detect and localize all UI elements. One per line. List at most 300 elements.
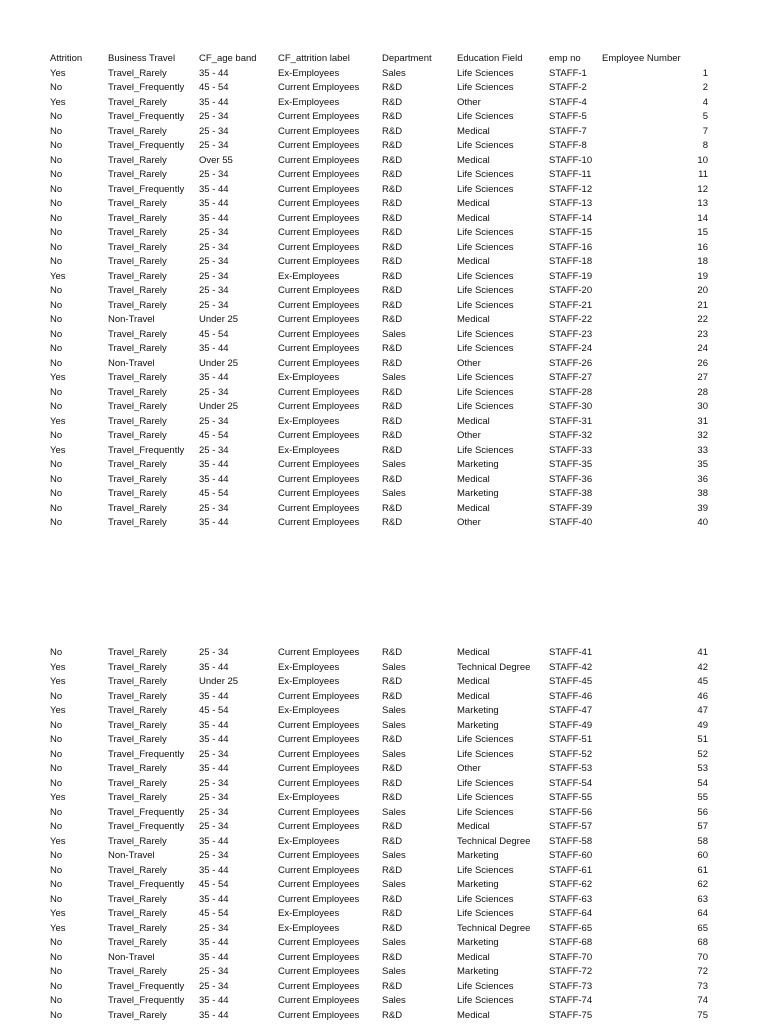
cell-business-travel: Travel_Rarely (108, 415, 167, 427)
cell-age-band: 25 - 34 (199, 792, 229, 803)
cell-attrition: No (50, 893, 63, 905)
cell-age-band: Under 25 (199, 357, 239, 369)
cell-age-band: 35 - 44 (199, 763, 229, 774)
table-row (0, 139, 768, 154)
cell-department: R&D (382, 386, 403, 398)
cell-emp-no: STAFF-75 (549, 1009, 593, 1021)
cell-education-field: Other (457, 357, 481, 369)
cell-department: R&D (382, 357, 403, 369)
cell-attrition: No (50, 459, 63, 470)
cell-business-travel: Travel_Rarely (108, 690, 167, 702)
cell-attrition-label: Ex-Employees (278, 908, 340, 919)
header-department: Department (382, 53, 432, 64)
cell-emp-no: STAFF-21 (549, 299, 593, 311)
cell-attrition-label: Current Employees (278, 111, 360, 122)
cell-attrition-label: Current Employees (278, 966, 360, 977)
cell-employee-number: 19 (697, 270, 708, 282)
cell-age-band: 25 - 34 (199, 806, 229, 818)
table-row (0, 67, 768, 82)
cell-emp-no: STAFF-40 (549, 517, 593, 528)
cell-education-field: Marketing (457, 719, 499, 731)
cell-education-field: Life Sciences (457, 980, 514, 992)
cell-attrition: No (50, 719, 63, 731)
cell-age-band: 25 - 34 (199, 111, 229, 122)
cell-attrition: Yes (50, 705, 66, 716)
cell-department: Sales (382, 705, 406, 716)
cell-department: Sales (382, 966, 406, 977)
cell-age-band: 25 - 34 (199, 821, 229, 832)
cell-attrition-label: Current Employees (278, 690, 360, 702)
cell-age-band: 35 - 44 (199, 372, 229, 383)
cell-department: R&D (382, 183, 403, 195)
cell-department: Sales (382, 748, 406, 760)
cell-emp-no: STAFF-33 (549, 444, 593, 456)
cell-attrition: No (50, 951, 63, 963)
cell-age-band: 35 - 44 (199, 719, 229, 731)
cell-attrition: Yes (50, 444, 66, 456)
cell-attrition: No (50, 777, 63, 789)
cell-emp-no: STAFF-23 (549, 328, 593, 340)
cell-attrition: Yes (50, 908, 66, 919)
cell-attrition-label: Current Employees (278, 517, 360, 528)
cell-attrition: No (50, 314, 63, 325)
cell-education-field: Medical (457, 256, 490, 267)
cell-department: R&D (382, 792, 403, 803)
cell-business-travel: Travel_Rarely (108, 908, 167, 919)
cell-emp-no: STAFF-39 (549, 502, 593, 514)
table-row (0, 241, 768, 256)
cell-employee-number: 39 (697, 502, 708, 514)
cell-education-field: Life Sciences (457, 227, 514, 238)
cell-employee-number: 68 (697, 937, 708, 948)
cell-business-travel: Travel_Rarely (108, 328, 167, 340)
cell-education-field: Medical (457, 314, 490, 325)
cell-education-field: Life Sciences (457, 748, 514, 760)
cell-emp-no: STAFF-2 (549, 82, 587, 93)
cell-employee-number: 53 (697, 763, 708, 774)
cell-age-band: Under 25 (199, 676, 239, 687)
cell-education-field: Life Sciences (457, 270, 514, 282)
table-row (0, 516, 768, 531)
cell-business-travel: Travel_Rarely (108, 343, 167, 354)
cell-education-field: Marketing (457, 459, 499, 470)
cell-emp-no: STAFF-10 (549, 154, 593, 166)
cell-emp-no: STAFF-65 (549, 922, 593, 934)
cell-attrition-label: Current Employees (278, 459, 360, 470)
cell-attrition-label: Current Employees (278, 212, 360, 224)
table-row (0, 313, 768, 328)
cell-emp-no: STAFF-54 (549, 777, 593, 789)
cell-emp-no: STAFF-62 (549, 879, 593, 890)
cell-attrition: No (50, 256, 63, 267)
cell-attrition: No (50, 806, 63, 818)
table-row (0, 473, 768, 488)
cell-education-field: Life Sciences (457, 806, 514, 818)
table-row (0, 835, 768, 850)
table-row (0, 183, 768, 198)
cell-business-travel: Travel_Rarely (108, 488, 167, 499)
cell-age-band: 45 - 54 (199, 488, 229, 499)
cell-department: R&D (382, 777, 403, 789)
cell-business-travel: Travel_Rarely (108, 212, 167, 224)
table-row (0, 502, 768, 517)
cell-education-field: Life Sciences (457, 792, 514, 803)
cell-education-field: Marketing (457, 705, 499, 716)
cell-business-travel: Travel_Rarely (108, 676, 167, 687)
cell-emp-no: STAFF-51 (549, 734, 593, 745)
table-row (0, 212, 768, 227)
table-row (0, 386, 768, 401)
table-row (0, 284, 768, 299)
cell-education-field: Life Sciences (457, 67, 514, 79)
header-age-band: CF_age band (199, 53, 257, 64)
cell-employee-number: 2 (702, 82, 708, 93)
cell-age-band: 35 - 44 (199, 96, 229, 108)
cell-attrition-label: Current Employees (278, 647, 360, 658)
cell-emp-no: STAFF-35 (549, 459, 593, 470)
cell-age-band: 25 - 34 (199, 285, 229, 296)
table-row (0, 719, 768, 734)
cell-department: R&D (382, 299, 403, 311)
cell-age-band: Under 25 (199, 401, 239, 412)
cell-employee-number: 52 (697, 748, 708, 760)
cell-education-field: Life Sciences (457, 777, 514, 789)
cell-education-field: Life Sciences (457, 169, 514, 180)
cell-attrition: No (50, 401, 63, 412)
cell-employee-number: 10 (697, 154, 708, 166)
cell-department: R&D (382, 227, 403, 238)
cell-education-field: Life Sciences (457, 328, 514, 340)
cell-education-field: Life Sciences (457, 82, 514, 93)
cell-age-band: 35 - 44 (199, 734, 229, 745)
cell-emp-no: STAFF-52 (549, 748, 593, 760)
cell-business-travel: Travel_Frequently (108, 806, 185, 818)
table-row (0, 371, 768, 386)
cell-age-band: 35 - 44 (199, 67, 229, 79)
table-row (0, 661, 768, 676)
cell-department: R&D (382, 125, 403, 137)
cell-attrition-label: Ex-Employees (278, 444, 340, 456)
cell-attrition: No (50, 647, 63, 658)
cell-department: R&D (382, 864, 403, 876)
cell-age-band: 35 - 44 (199, 473, 229, 485)
cell-attrition: No (50, 328, 63, 340)
cell-age-band: 25 - 34 (199, 647, 229, 658)
cell-attrition: No (50, 82, 63, 93)
cell-attrition: No (50, 212, 63, 224)
cell-education-field: Technical Degree (457, 922, 531, 934)
cell-business-travel: Travel_Rarely (108, 473, 167, 485)
cell-education-field: Life Sciences (457, 401, 514, 412)
cell-attrition-label: Ex-Employees (278, 67, 340, 79)
cell-business-travel: Travel_Rarely (108, 864, 167, 876)
cell-attrition-label: Current Employees (278, 241, 360, 253)
cell-attrition-label: Current Employees (278, 879, 360, 890)
cell-business-travel: Travel_Rarely (108, 792, 167, 803)
cell-employee-number: 18 (697, 256, 708, 267)
cell-department: R&D (382, 951, 403, 963)
cell-education-field: Medical (457, 154, 490, 166)
cell-department: R&D (382, 270, 403, 282)
cell-employee-number: 41 (697, 647, 708, 658)
cell-attrition-label: Current Employees (278, 314, 360, 325)
cell-department: R&D (382, 517, 403, 528)
cell-business-travel: Travel_Frequently (108, 821, 185, 832)
cell-attrition-label: Current Employees (278, 719, 360, 731)
header-business-travel: Business Travel (108, 53, 176, 64)
cell-employee-number: 46 (697, 690, 708, 702)
cell-employee-number: 33 (697, 444, 708, 456)
cell-department: R&D (382, 96, 403, 108)
cell-emp-no: STAFF-57 (549, 821, 593, 832)
cell-attrition: No (50, 879, 63, 890)
cell-education-field: Life Sciences (457, 734, 514, 745)
table-row (0, 791, 768, 806)
table-row (0, 357, 768, 372)
cell-business-travel: Travel_Rarely (108, 198, 167, 209)
cell-attrition-label: Ex-Employees (278, 676, 340, 687)
cell-education-field: Technical Degree (457, 661, 531, 673)
cell-attrition-label: Ex-Employees (278, 835, 340, 847)
cell-education-field: Medical (457, 198, 490, 209)
cell-attrition-label: Ex-Employees (278, 270, 340, 282)
cell-attrition: Yes (50, 922, 66, 934)
cell-age-band: 25 - 34 (199, 227, 229, 238)
cell-department: Sales (382, 937, 406, 948)
cell-age-band: Over 55 (199, 154, 233, 166)
table-row (0, 878, 768, 893)
cell-attrition: Yes (50, 96, 66, 108)
cell-attrition: Yes (50, 270, 66, 282)
cell-business-travel: Non-Travel (108, 951, 155, 963)
table-row (0, 168, 768, 183)
cell-attrition: No (50, 125, 63, 137)
cell-attrition-label: Current Employees (278, 82, 360, 93)
header-row (0, 52, 768, 67)
cell-department: Sales (382, 372, 406, 383)
cell-business-travel: Travel_Rarely (108, 937, 167, 948)
cell-attrition: No (50, 169, 63, 180)
cell-age-band: 35 - 44 (199, 661, 229, 673)
cell-department: Sales (382, 661, 406, 673)
table-row (0, 110, 768, 125)
cell-emp-no: STAFF-46 (549, 690, 593, 702)
table-row (0, 1009, 768, 1024)
cell-attrition-label: Current Employees (278, 183, 360, 195)
cell-age-band: 45 - 54 (199, 908, 229, 919)
table-row (0, 994, 768, 1009)
cell-department: R&D (382, 690, 403, 702)
cell-employee-number: 14 (697, 212, 708, 224)
cell-employee-number: 38 (697, 488, 708, 499)
cell-business-travel: Travel_Rarely (108, 154, 167, 166)
cell-business-travel: Travel_Rarely (108, 401, 167, 412)
cell-attrition: No (50, 734, 63, 745)
cell-department: R&D (382, 893, 403, 905)
cell-department: R&D (382, 198, 403, 209)
cell-attrition-label: Current Employees (278, 430, 360, 441)
cell-emp-no: STAFF-45 (549, 676, 593, 687)
table-row (0, 125, 768, 140)
cell-employee-number: 64 (697, 908, 708, 919)
cell-employee-number: 55 (697, 792, 708, 803)
table-row (0, 690, 768, 705)
cell-attrition: Yes (50, 661, 66, 673)
cell-education-field: Medical (457, 647, 490, 658)
table-row (0, 81, 768, 96)
cell-emp-no: STAFF-73 (549, 980, 593, 992)
table-row (0, 96, 768, 111)
cell-attrition: No (50, 430, 63, 441)
cell-department: Sales (382, 459, 406, 470)
cell-attrition-label: Current Employees (278, 299, 360, 311)
cell-age-band: 35 - 44 (199, 212, 229, 224)
cell-education-field: Medical (457, 502, 490, 514)
cell-employee-number: 12 (697, 183, 708, 195)
cell-business-travel: Travel_Rarely (108, 966, 167, 977)
cell-emp-no: STAFF-41 (549, 647, 593, 658)
cell-department: R&D (382, 154, 403, 166)
cell-age-band: 35 - 44 (199, 517, 229, 528)
cell-education-field: Medical (457, 473, 490, 485)
cell-emp-no: STAFF-26 (549, 357, 593, 369)
cell-employee-number: 11 (698, 169, 708, 180)
cell-emp-no: STAFF-36 (549, 473, 593, 485)
cell-attrition: No (50, 241, 63, 253)
cell-attrition-label: Ex-Employees (278, 96, 340, 108)
cell-department: R&D (382, 430, 403, 441)
cell-attrition-label: Current Employees (278, 125, 360, 137)
cell-business-travel: Travel_Rarely (108, 763, 167, 774)
cell-education-field: Medical (457, 690, 490, 702)
cell-attrition: No (50, 517, 63, 528)
cell-age-band: 25 - 34 (199, 241, 229, 253)
cell-age-band: 35 - 44 (199, 893, 229, 905)
cell-attrition: No (50, 1009, 63, 1021)
cell-attrition: No (50, 864, 63, 876)
cell-attrition: No (50, 386, 63, 398)
cell-business-travel: Travel_Rarely (108, 893, 167, 905)
cell-employee-number: 26 (697, 357, 708, 369)
cell-attrition: No (50, 937, 63, 948)
cell-employee-number: 65 (697, 922, 708, 934)
table-row (0, 328, 768, 343)
cell-attrition-label: Current Employees (278, 154, 360, 166)
cell-emp-no: STAFF-58 (549, 835, 593, 847)
cell-emp-no: STAFF-4 (549, 96, 587, 108)
cell-employee-number: 15 (697, 227, 708, 238)
cell-department: R&D (382, 647, 403, 658)
cell-attrition: No (50, 748, 63, 760)
header-employee-number: Employee Number (602, 53, 681, 64)
cell-attrition-label: Current Employees (278, 502, 360, 514)
table-row (0, 864, 768, 879)
cell-employee-number: 36 (697, 473, 708, 485)
cell-business-travel: Travel_Rarely (108, 227, 167, 238)
table-row (0, 675, 768, 690)
cell-education-field: Medical (457, 951, 490, 963)
cell-education-field: Other (457, 96, 481, 108)
cell-business-travel: Travel_Rarely (108, 734, 167, 745)
cell-emp-no: STAFF-27 (549, 372, 593, 383)
table-row (0, 849, 768, 864)
cell-attrition-label: Current Employees (278, 473, 360, 485)
cell-business-travel: Travel_Rarely (108, 256, 167, 267)
cell-attrition-label: Ex-Employees (278, 705, 340, 716)
table-row (0, 980, 768, 995)
cell-employee-number: 47 (697, 705, 708, 716)
cell-emp-no: STAFF-74 (549, 995, 593, 1006)
cell-business-travel: Travel_Rarely (108, 661, 167, 673)
cell-employee-number: 45 (697, 676, 708, 687)
cell-age-band: 25 - 34 (199, 299, 229, 311)
cell-education-field: Marketing (457, 879, 499, 890)
cell-age-band: 25 - 34 (199, 169, 229, 180)
cell-education-field: Medical (457, 125, 490, 137)
cell-department: R&D (382, 763, 403, 774)
cell-department: R&D (382, 908, 403, 919)
cell-attrition: No (50, 285, 63, 296)
cell-emp-no: STAFF-30 (549, 401, 593, 412)
cell-department: R&D (382, 111, 403, 122)
cell-department: R&D (382, 241, 403, 253)
cell-business-travel: Travel_Rarely (108, 67, 167, 79)
cell-education-field: Life Sciences (457, 444, 514, 456)
cell-department: R&D (382, 502, 403, 514)
cell-emp-no: STAFF-16 (549, 241, 593, 253)
cell-education-field: Marketing (457, 850, 499, 861)
cell-attrition-label: Current Employees (278, 748, 360, 760)
table-row (0, 400, 768, 415)
cell-employee-number: 21 (697, 299, 708, 311)
cell-attrition: No (50, 473, 63, 485)
cell-attrition-label: Current Employees (278, 763, 360, 774)
cell-business-travel: Travel_Rarely (108, 502, 167, 514)
cell-education-field: Other (457, 517, 481, 528)
cell-age-band: 25 - 34 (199, 444, 229, 456)
cell-business-travel: Travel_Rarely (108, 459, 167, 470)
cell-age-band: 35 - 44 (199, 937, 229, 948)
cell-attrition: No (50, 821, 63, 832)
cell-emp-no: STAFF-63 (549, 893, 593, 905)
cell-attrition-label: Current Employees (278, 937, 360, 948)
cell-attrition: No (50, 357, 63, 369)
cell-employee-number: 22 (697, 314, 708, 325)
cell-emp-no: STAFF-42 (549, 661, 593, 673)
cell-attrition-label: Ex-Employees (278, 661, 340, 673)
cell-attrition-label: Current Employees (278, 864, 360, 876)
table-row (0, 154, 768, 169)
cell-attrition-label: Current Employees (278, 227, 360, 238)
cell-business-travel: Travel_Rarely (108, 169, 167, 180)
cell-employee-number: 8 (702, 140, 708, 151)
cell-employee-number: 28 (697, 386, 708, 398)
table-row (0, 444, 768, 459)
cell-attrition-label: Current Employees (278, 821, 360, 832)
cell-emp-no: STAFF-28 (549, 386, 593, 398)
cell-department: R&D (382, 169, 403, 180)
cell-education-field: Marketing (457, 488, 499, 499)
cell-education-field: Life Sciences (457, 241, 514, 253)
cell-emp-no: STAFF-13 (549, 198, 593, 209)
cell-education-field: Technical Degree (457, 835, 531, 847)
cell-emp-no: STAFF-20 (549, 285, 593, 296)
table-row (0, 429, 768, 444)
cell-attrition: Yes (50, 372, 66, 383)
cell-education-field: Life Sciences (457, 140, 514, 151)
cell-age-band: 35 - 44 (199, 864, 229, 876)
cell-age-band: 25 - 34 (199, 966, 229, 977)
